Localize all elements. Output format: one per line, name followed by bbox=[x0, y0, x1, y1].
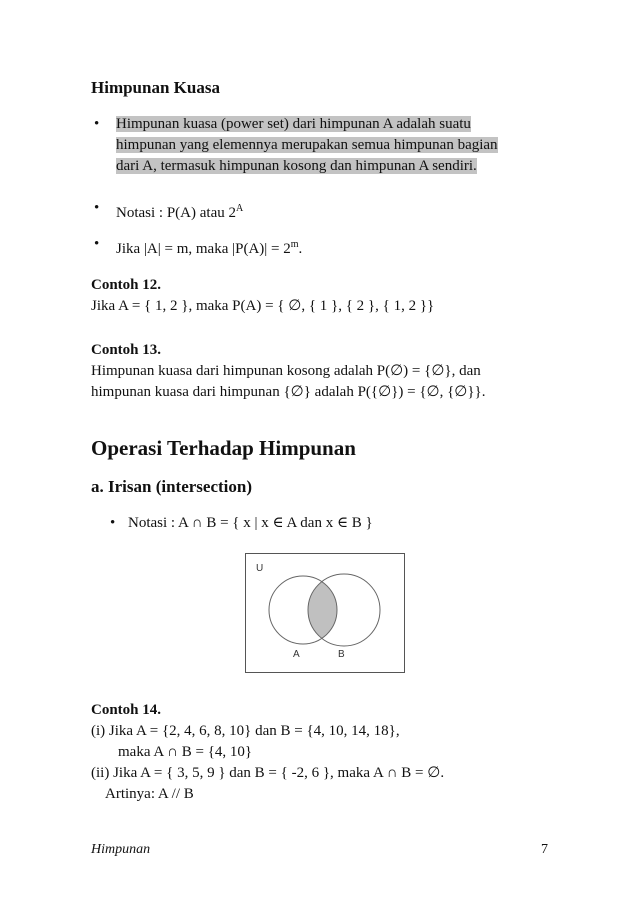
irisan-notation: Notasi : A ∩ B = { x | x ∈ A dan x ∈ B } bbox=[128, 515, 373, 531]
label-a: A bbox=[293, 649, 300, 660]
bullet-dot: • bbox=[110, 515, 116, 531]
definition-line-1: Himpunan kuasa (power set) dari himpunan A adalah suatu bbox=[116, 116, 471, 132]
definition-line-3: dari A, termasuk himpunan kosong dan himpunan A sendiri. bbox=[116, 158, 477, 174]
example-12-line: Jika A = { 1, 2 }, maka P(A) = { ∅, { 1 }, { 2 }, { 1, 2 }} bbox=[91, 298, 435, 314]
venn-svg bbox=[246, 554, 404, 672]
cardinality-line: Jika |A| = m, maka $|P(A)| = 2^m$. bbox=[116, 239, 303, 257]
section-title-himpunan-kuasa: Himpunan Kuasa bbox=[91, 78, 220, 97]
example-13-paragraph bbox=[91, 361, 562, 403]
bullet-dot: • bbox=[94, 116, 100, 132]
example-13-line-2: himpunan kuasa dari himpunan {∅} adalah P({∅}) = {∅, {∅}}. bbox=[91, 384, 486, 400]
definition-paragraph bbox=[116, 114, 562, 177]
example-14-title: Contoh 14. bbox=[91, 702, 162, 718]
notation-line: Notasi : P(A) atau $2^A$ bbox=[116, 203, 244, 221]
example-12-title: Contoh 12. bbox=[91, 277, 162, 293]
bullet-dot: • bbox=[94, 200, 100, 216]
venn-diagram bbox=[245, 553, 405, 673]
universe-label: U bbox=[256, 563, 264, 574]
footer-book-title: Himpunan bbox=[91, 842, 151, 857]
definition-line-2: himpunan yang elemennya merupakan semua himpunan bagian bbox=[116, 137, 498, 153]
example-14-ii-line-1: (ii) Jika A = { 3, 5, 9 } dan B = { -2, 6 }, maka A ∩ B = ∅. bbox=[91, 765, 445, 781]
example-13-line-1: Himpunan kuasa dari himpunan kosong adalah P(∅) = {∅}, dan bbox=[91, 363, 481, 379]
example-14-i-line-2: maka A ∩ B = {4, 10} bbox=[118, 744, 253, 760]
page-number: 7 bbox=[541, 842, 548, 857]
example-14-i-line-1: (i) Jika A = {2, 4, 6, 8, 10} dan B = {4, 10, 14, 18}, bbox=[91, 723, 400, 739]
example-13-title: Contoh 13. bbox=[91, 342, 162, 358]
bullet-dot: • bbox=[94, 236, 100, 252]
label-b: B bbox=[338, 649, 345, 660]
subsection-irisan: a. Irisan (intersection) bbox=[91, 477, 253, 496]
section-title-operasi: Operasi Terhadap Himpunan bbox=[91, 436, 356, 460]
example-14-ii-line-2: Artinya: A // B bbox=[105, 786, 194, 802]
